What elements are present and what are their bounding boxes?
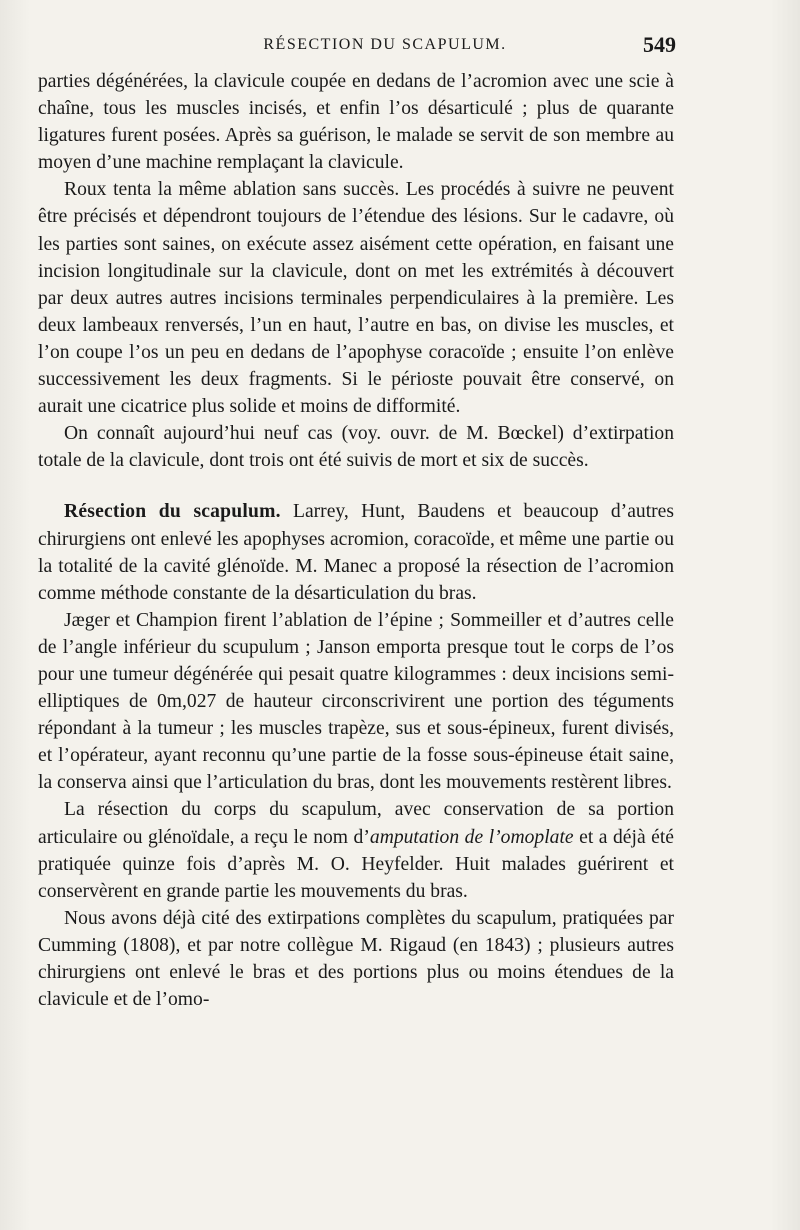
page-header (38, 32, 676, 62)
paragraph-continued: parties dégénérées, la clavicule coupée en dedans de l’acromion avec une scie à chaîne, tous les muscles incisés, et enfin l’os désarticulé ; plus de quarante ligatures furent posées. Après sa guérison, le malade se servit de son membre au moyen d’une machine remplaçant la clavicule. (38, 71, 674, 174)
paragraph-roux: Roux tenta la même ablation sans succès. Les procédés à suivre ne peuvent être précisés et dépendront toujours de l’étendue des lésions. Sur le cadavre, où les parties sont saines, on exécute assez aisément cette opération, en faisant une incision longitudinale sur la clavicule, dont on met les extrémités à découvert par deux autres autres incisions terminales perpendiculaires à la première. Les deux lambeaux renversés, l’un en haut, l’autre en bas, on divise les muscles, et l’on coupe l’os un peu en dedans de l’apophyse coracoïde ; ensuite l’on enlève successivement les deux fragments. Si le périoste pouvait être conservé, on aurait une cicatrice plus solide et moins de difformité. (38, 179, 674, 418)
amputation-text-b: et a déjà été pratiquée quinze fois d’après M. O. Heyfelder. Huit malades guérirent et conservèrent en grande partie les mouvements du bras. (38, 826, 674, 902)
amputation-text-a: La résection du corps du scapulum, avec conservation de sa portion articulaire ou glénoïdale, a reçu le nom d’ (38, 799, 674, 848)
paragraph-extirpations: Nous avons déjà cité des extirpations complètes du scapulum, pratiquées par Cumming (1808), et par notre collègue M. Rigaud (en 1843) ; plusieurs autres chirurgiens ont enlevé le bras et des portions plus ou moins étendues de la clavicule et de l’omo- (38, 907, 674, 1011)
amputation-term: amputation de l’omoplate (369, 826, 574, 848)
body-text (38, 68, 674, 1013)
page-number: 549 (643, 32, 676, 57)
running-head: RÉSECTION DU SCAPULUM. (263, 36, 507, 53)
paragraph-amputation (38, 796, 674, 904)
paragraph-jaeger: Jæger et Champion firent l’ablation de l’épine ; Sommeiller et d’autres celle de l’angle inférieur du scupulum ; Janson emporta presque tout le corps de l’os pour une tumeur dégénérée qui pesait quatre kilogrammes : deux incisions semi-elliptiques de 0m,027 de hauteur circonscrivirent une portion des téguments répondant à la tumeur ; les muscles trapèze, sus et sous-épineux, furent divisés, et l’opérateur, ayant reconnu qu’une partie de la fosse sous-épineuse était saine, la conserva ainsi que l’articulation du bras, dont les mouvements restèrent libres. (38, 609, 674, 794)
paragraph-resection-scapulum (38, 498, 674, 606)
section-text: Larrey, Hunt, Baudens et beaucoup d’autres chirurgiens ont enlevé les apophyses acromion, coracoïde, et même une partie ou la totalité de la cavité glénoïde. M. Manec a proposé la résection de l’acromion comme méthode constante de la désarticulation du bras. (38, 501, 674, 604)
section-title: Résection du scapulum. (64, 501, 281, 523)
paragraph-cases: On connaît aujourd’hui neuf cas (voy. ouvr. de M. Bœckel) d’extirpation totale de la clavicule, dont trois ont été suivis de mort et six de succès. (38, 423, 674, 472)
